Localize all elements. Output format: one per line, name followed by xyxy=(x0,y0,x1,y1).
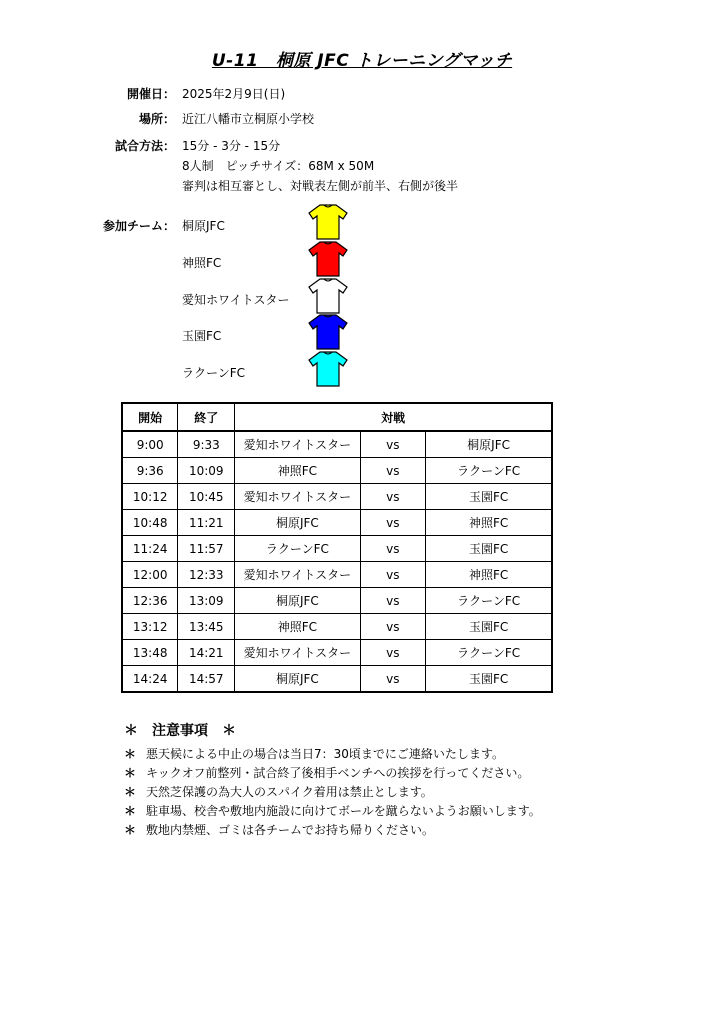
team-name: 神照FC xyxy=(182,256,222,270)
cell-away: 玉園FC xyxy=(426,484,552,510)
cell-home: 愛知ホワイトスター xyxy=(235,640,360,666)
header-start: 開始 xyxy=(122,403,178,431)
cell-home: 神照FC xyxy=(235,458,360,484)
cell-home: 愛知ホワイトスター xyxy=(235,562,360,588)
format-line-2: 8人制 ピッチサイズ：68M x 50M xyxy=(182,159,375,173)
shirt-icon xyxy=(308,241,348,277)
cell-start: 10:48 xyxy=(122,510,178,536)
cell-start: 9:36 xyxy=(122,458,178,484)
table-row xyxy=(122,484,552,510)
cell-start: 12:00 xyxy=(122,562,178,588)
header-end: 終了 xyxy=(178,403,235,431)
cell-vs: vs xyxy=(360,588,426,614)
cell-home: ラクーンFC xyxy=(235,536,360,562)
cell-away: 玉園FC xyxy=(426,666,552,693)
table-row xyxy=(122,510,552,536)
participants-label: 参加チーム： xyxy=(102,219,175,233)
table-row xyxy=(122,562,552,588)
table-row xyxy=(122,536,552,562)
note-item xyxy=(124,821,434,838)
date-label: 開催日： xyxy=(126,87,175,101)
cell-home: 桐原JFC xyxy=(235,510,360,536)
cell-start: 10:12 xyxy=(122,484,178,510)
cell-away: 神照FC xyxy=(426,510,552,536)
team-name: 玉園FC xyxy=(182,329,222,343)
cell-away: 桐原JFC xyxy=(426,431,552,458)
asterisk-icon: ＊ xyxy=(124,804,137,818)
cell-vs: vs xyxy=(360,666,426,693)
cell-home: 愛知ホワイトスター xyxy=(235,431,360,458)
table-row xyxy=(122,588,552,614)
cell-start: 11:24 xyxy=(122,536,178,562)
cell-start: 14:24 xyxy=(122,666,178,693)
cell-away: 神照FC xyxy=(426,562,552,588)
table-row xyxy=(122,640,552,666)
shirt-icon xyxy=(308,204,348,240)
cell-end: 11:21 xyxy=(178,510,235,536)
cell-vs: vs xyxy=(360,484,426,510)
asterisk-icon: ＊ xyxy=(124,766,137,780)
cell-start: 12:36 xyxy=(122,588,178,614)
table-row xyxy=(122,431,552,458)
cell-away: 玉園FC xyxy=(426,536,552,562)
note-item xyxy=(124,802,541,819)
shirt-icon xyxy=(308,314,348,350)
cell-vs: vs xyxy=(360,640,426,666)
cell-away: ラクーンFC xyxy=(426,640,552,666)
format-line-3: 審判は相互審とし、対戦表左側が前半、右側が後半 xyxy=(182,179,459,193)
note-text: 駐車場、校舎や敷地内施設に向けてボールを蹴らないようお願いします。 xyxy=(146,804,541,818)
cell-home: 愛知ホワイトスター xyxy=(235,484,360,510)
cell-end: 14:57 xyxy=(178,666,235,693)
cell-start: 13:12 xyxy=(122,614,178,640)
note-item xyxy=(124,745,504,762)
cell-vs: vs xyxy=(360,536,426,562)
cell-end: 12:33 xyxy=(178,562,235,588)
table-row xyxy=(122,614,552,640)
date-value: 2025年2月9日(日) xyxy=(182,87,286,101)
team-name: ラクーンFC xyxy=(182,366,246,380)
cell-end: 10:45 xyxy=(178,484,235,510)
asterisk-icon: ＊ xyxy=(124,823,137,837)
place-label: 場所： xyxy=(138,112,175,126)
asterisk-icon: ＊ xyxy=(124,785,137,799)
notes-title: ＊ 注意事項 ＊ xyxy=(124,723,236,739)
header-match: 対戦 xyxy=(235,403,552,431)
table-row xyxy=(122,458,552,484)
cell-end: 13:45 xyxy=(178,614,235,640)
shirt-icon xyxy=(308,351,348,387)
table-header-row xyxy=(122,403,552,431)
note-text: 敷地内禁煙、ゴミは各チームでお持ち帰りください。 xyxy=(146,823,435,837)
note-item xyxy=(124,783,433,800)
cell-vs: vs xyxy=(360,510,426,536)
cell-start: 13:48 xyxy=(122,640,178,666)
note-text: 天然芝保護の為大人のスパイク着用は禁止とします。 xyxy=(146,785,433,799)
cell-home: 桐原JFC xyxy=(235,588,360,614)
cell-vs: vs xyxy=(360,562,426,588)
format-label: 試合方法： xyxy=(114,139,175,153)
table-row xyxy=(122,666,552,693)
cell-away: ラクーンFC xyxy=(426,588,552,614)
cell-home: 桐原JFC xyxy=(235,666,360,693)
team-name: 愛知ホワイトスター xyxy=(182,293,290,307)
cell-end: 14:21 xyxy=(178,640,235,666)
team-name: 桐原JFC xyxy=(182,219,225,233)
cell-away: ラクーンFC xyxy=(426,458,552,484)
note-text: 悪天候による中止の場合は当日7：30頃までにご連絡いたします。 xyxy=(146,747,504,761)
cell-start: 9:00 xyxy=(122,431,178,458)
cell-end: 10:09 xyxy=(178,458,235,484)
asterisk-icon: ＊ xyxy=(124,747,137,761)
schedule-table xyxy=(121,402,553,693)
page-title: U-11 桐原 JFC トレーニングマッチ xyxy=(211,51,513,71)
place-value: 近江八幡市立桐原小学校 xyxy=(182,112,315,126)
cell-end: 13:09 xyxy=(178,588,235,614)
note-item xyxy=(124,764,529,781)
cell-away: 玉園FC xyxy=(426,614,552,640)
note-text: キックオフ前整列・試合終了後相手ベンチへの挨拶を行ってください。 xyxy=(146,766,530,780)
cell-vs: vs xyxy=(360,614,426,640)
cell-end: 9:33 xyxy=(178,431,235,458)
format-line-1: 15分 - 3分 - 15分 xyxy=(182,139,281,153)
shirt-icon xyxy=(308,278,348,314)
cell-vs: vs xyxy=(360,458,426,484)
cell-home: 神照FC xyxy=(235,614,360,640)
cell-end: 11:57 xyxy=(178,536,235,562)
team-row xyxy=(0,351,724,395)
cell-vs: vs xyxy=(360,431,426,458)
